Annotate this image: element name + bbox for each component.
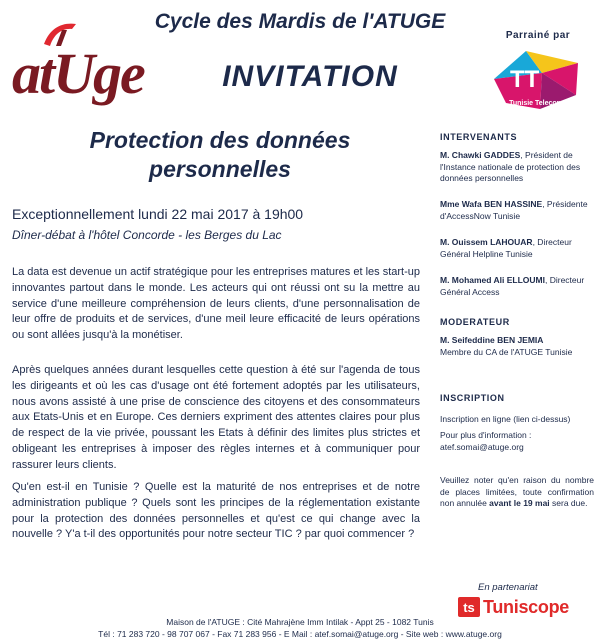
speakers-heading: INTERVENANTS <box>440 132 518 142</box>
sponsor-label: Parrainé par <box>505 30 571 41</box>
invitation-heading: INVITATION <box>222 60 398 93</box>
tuniscope-logo <box>458 596 569 618</box>
footer-address: Maison de l'ATUGE : Cité Mahrajène Imm Intilak - Appt 25 - 1082 Tunis <box>166 617 434 627</box>
speaker-role: , Président de l'Instance nationale de protection des données personnelles <box>440 150 581 183</box>
atuge-logo-text: atUge <box>12 41 144 106</box>
speaker-item <box>440 237 592 260</box>
moderator-name: M. Seifeddine BEN JEMIA <box>440 335 544 345</box>
moderator-role: Membre du CA de l'ATUGE Tunisie <box>440 346 573 357</box>
footer-contacts: Tél : 71 283 720 - 98 707 067 - Fax 71 283 956 - E Mail : atef.somai@atuge.org - Site web : www.atuge.org <box>98 629 502 639</box>
body-paragraph-1: La data est devenue un actif stratégique pour les entreprises matures et les start-up innovantes partout dans le monde. Les acteurs qui ont réussi ont su la mettre au service d'une meilleure compréhension de leurs clients, d'une personnalisation de leur offre de produits et de services, d'une meil leure efficacité de leurs opérations ou sont allées jusqu'à la monétiser. <box>12 266 420 342</box>
speaker-role: , Directeur Général Helpline Tunisie <box>440 237 572 259</box>
cycle-title: Cycle des Mardis de l'ATUGE <box>154 10 446 33</box>
inscription-heading: INSCRIPTION <box>440 393 505 403</box>
moderator-item <box>440 335 592 358</box>
partner-name: Tuniscope <box>483 596 569 617</box>
cancellation-note: Veuillez noter qu'en raison du nombre de places limitées, toute confirmation non annulée avant le 19 mai sera due. <box>440 475 594 508</box>
partner-label: En partenariat <box>478 582 538 593</box>
body-paragraph-2: Après quelques années durant lesquelles cette question à été sur l'agenda de tous les dirigeants et où les cas d'usage ont été fortement adoptés par les utilisateurs, nous avons assisté à une prise de conscience des citoyens et des consommateurs aux Etats-Unis et en Europe. Ces derniers expriment des attentes claires pour plus de respect de la vie privée, poussant les Etats à définir des limites plus strictes et obligeant les entreprises à imposer des règles internes et à communiquer pour rassurer leurs clients. <box>12 364 420 471</box>
speaker-item <box>440 150 592 185</box>
speaker-name: M. Chawki GADDES <box>440 150 521 160</box>
speaker-name: M. Ouissem LAHOUAR <box>440 237 533 247</box>
speaker-role: , Présidente d'AccessNow Tunisie <box>440 199 588 221</box>
inscription-info <box>440 430 592 453</box>
moderator-heading: MODERATEUR <box>440 317 510 327</box>
body-paragraph-3: Qu'en est-il en Tunisie ? Quelle est la maturité de nos entreprises et de notre administration publique ? Quels sont les principes de la réglementation existante pour la protection des données personnelles et qu'est ce qui change avec la nouvelle ? Y'a t-il des opportunités pour notre secteur TIC ? par quoi commencer ? <box>12 481 420 541</box>
info-label: Pour plus d'information : <box>440 430 532 440</box>
speaker-role: , Directeur Général Access <box>440 275 585 297</box>
speaker-name: Mme Wafa BEN HASSINE <box>440 199 543 209</box>
tunisie-telecom-logo <box>480 45 592 113</box>
event-title: Protection des données personnelles <box>89 127 351 182</box>
inscription-online-link[interactable]: Inscription en ligne (lien ci-dessus) <box>440 414 571 424</box>
deadline: avant le 19 mai <box>489 498 550 508</box>
atuge-logo <box>12 20 144 118</box>
sponsor-name: Tunisie Telecom <box>509 100 563 107</box>
contact-email-link[interactable]: atef.somai@atuge.org <box>440 441 524 452</box>
event-date: Exceptionnellement lundi 22 mai 2017 à 19h00 <box>12 206 304 222</box>
speaker-name: M. Mohamed Ali ELLOUMI <box>440 275 545 285</box>
tuniscope-mark-icon: ts <box>458 597 480 617</box>
event-venue: Dîner-débat à l'hôtel Concorde - les Berges du Lac <box>12 228 282 242</box>
speaker-item <box>440 199 592 222</box>
speaker-item <box>440 275 592 298</box>
svg-text:TT: TT <box>510 66 540 93</box>
